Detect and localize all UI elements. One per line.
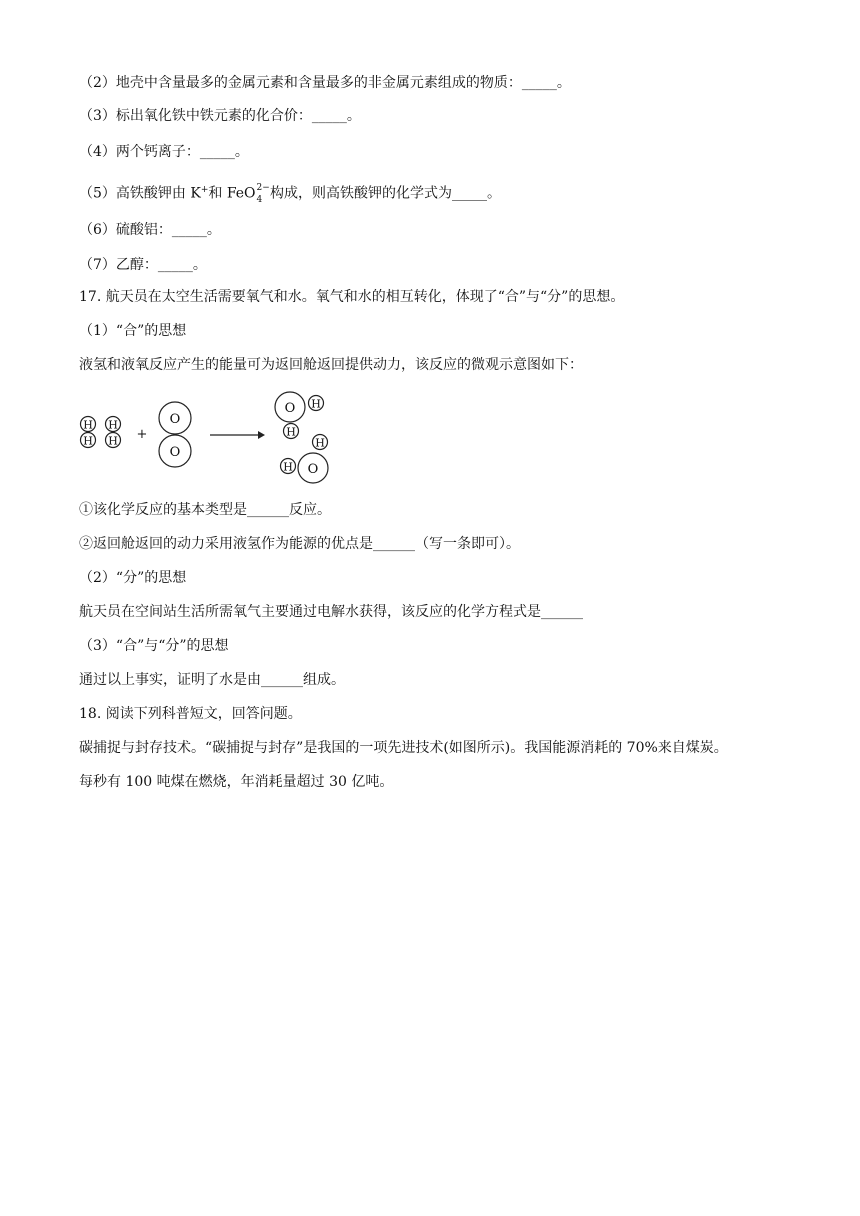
- svg-text:H: H: [83, 418, 93, 432]
- ferrate-charge: 2−: [256, 182, 270, 193]
- k-plus-superscript: +: [200, 185, 209, 195]
- q16-part6: （6）硫酸铝：_____。: [79, 222, 221, 238]
- hydrogen-atom: [106, 433, 121, 448]
- ferrate-charge-subscript: [256, 182, 270, 205]
- reaction-micro-diagram: [76, 390, 346, 486]
- q17-part1-a: ①该化学反应的基本类型是______反应。: [79, 502, 331, 518]
- q16-part3: （3）标出氧化铁中铁元素的化合价：_____。: [79, 108, 361, 124]
- q17-part2-description: 航天员在空间站生活所需氧气主要通过电解水获得，该反应的化学方程式是______: [79, 604, 583, 620]
- svg-text:H: H: [311, 397, 321, 411]
- hydrogen-atom: [106, 417, 121, 432]
- q16-part4: （4）两个钙离子：_____。: [79, 144, 249, 160]
- svg-text:H: H: [283, 460, 293, 474]
- svg-text:O: O: [284, 401, 296, 416]
- oxygen-molecule: [159, 402, 191, 467]
- q18-title: 18. 阅读下列科普短文，回答问题。: [79, 706, 302, 722]
- q17-part2-heading: （2）“分”的思想: [79, 570, 187, 586]
- q17-part3-heading: （3）“合”与“分”的思想: [79, 638, 229, 654]
- svg-text:O: O: [169, 412, 181, 427]
- q17-part1-description: 液氢和液氧反应产生的能量可为返回舱返回提供动力，该反应的微观示意图如下：: [79, 357, 583, 373]
- svg-text:H: H: [286, 425, 296, 439]
- hydrogen-molecules: [81, 417, 121, 448]
- q16-part5-prefix: （5）高铁酸钾由 K: [79, 185, 201, 202]
- q16-part7: （7）乙醇：_____。: [79, 257, 207, 273]
- q17-title: 17. 航天员在太空生活需要氧气和水。氧气和水的相互转化，体现了“合”与“分”的思想。: [79, 289, 625, 305]
- q17-part1-b: ②返回舱返回的动力采用液氢作为能源的优点是______（写一条即可）。: [79, 536, 520, 552]
- q16-part5-suffix: 构成，则高铁酸钾的化学式为_____。: [265, 185, 501, 202]
- water-molecule: [275, 392, 324, 439]
- svg-text:H: H: [108, 434, 118, 448]
- hydrogen-atom: [81, 417, 96, 432]
- svg-text:H: H: [108, 418, 118, 432]
- ferrate-subscript: 4: [256, 194, 263, 205]
- hydrogen-atom: [81, 433, 96, 448]
- q16-part2: （2）地壳中含量最多的金属元素和含量最多的非金属元素组成的物质：_____。: [79, 75, 571, 91]
- water-molecule: [281, 435, 329, 484]
- svg-text:H: H: [83, 434, 93, 448]
- svg-text:H: H: [315, 436, 325, 450]
- q17-part3-description: 通过以上事实，证明了水是由______组成。: [79, 672, 345, 688]
- svg-text:O: O: [169, 445, 181, 460]
- q16-part5-mid: 和 FeO: [208, 185, 256, 202]
- svg-text:O: O: [307, 462, 319, 477]
- reaction-arrow-icon: [210, 431, 265, 439]
- q16-part5: [79, 180, 501, 204]
- plus-sign: +: [136, 427, 148, 442]
- q18-paragraph-line1: 碳捕捉与封存技术。“碳捕捉与封存”是我国的一项先进技术(如图所示)。我国能源消耗的 70%来自煤炭。: [79, 740, 728, 756]
- q18-paragraph-line2: 每秒有 100 吨煤在燃烧，年消耗量超过 30 亿吨。: [79, 774, 394, 790]
- q17-part1-heading: （1）“合”的思想: [79, 323, 187, 339]
